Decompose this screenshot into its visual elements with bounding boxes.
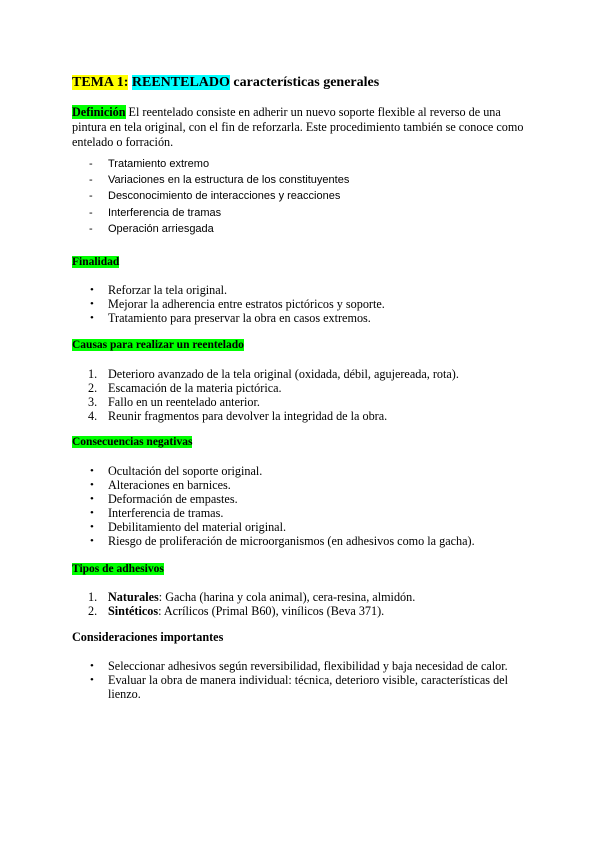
item-number: 1. bbox=[88, 590, 98, 604]
heading-text: Finalidad bbox=[72, 256, 120, 268]
list-item: - Variaciones en la estructura de los constituyentes bbox=[89, 173, 349, 189]
list-item: • Tratamiento para preservar la obra en casos extremos. bbox=[90, 311, 520, 325]
list-item bbox=[90, 381, 520, 395]
item-number: 3. bbox=[88, 395, 98, 409]
page-title bbox=[72, 74, 379, 92]
definition-text: El reentelado consiste en adherir un nuevo soporte flexible al reverso de una pintura en tela original, con el fin de reforzarla. Este procedimiento también se conoce como entelado o forración. bbox=[72, 105, 524, 149]
definition-paragraph bbox=[72, 105, 532, 150]
item-text: Deterioro avanzado de la tela original (oxidada, débil, agujereada, rota). bbox=[108, 367, 459, 381]
causas-list bbox=[90, 367, 520, 423]
definition-label: Definición bbox=[72, 105, 126, 119]
section-heading-consecuencias bbox=[72, 435, 192, 450]
item-label: Naturales bbox=[108, 590, 159, 604]
consideraciones-list bbox=[90, 659, 520, 701]
list-item: • Reforzar la tela original. bbox=[90, 283, 520, 297]
consecuencias-list bbox=[90, 464, 520, 548]
item-text: : Acrílicos (Primal B60), vinílicos (Beva 371). bbox=[158, 604, 385, 618]
list-item: - Operación arriesgada bbox=[89, 222, 349, 238]
list-item: • Riesgo de proliferación de microorganismos (en adhesivos como la gacha). bbox=[90, 534, 520, 548]
list-item: • Deformación de empastes. bbox=[90, 492, 520, 506]
item-number: 1. bbox=[88, 367, 98, 381]
list-item: • Seleccionar adhesivos según reversibilidad, flexibilidad y baja necesidad de calor. bbox=[90, 659, 520, 673]
finalidad-list bbox=[90, 283, 520, 325]
title-highlight: REENTELADO bbox=[131, 75, 230, 90]
section-heading-causas bbox=[72, 338, 244, 353]
list-item bbox=[90, 604, 520, 618]
item-number: 4. bbox=[88, 409, 98, 423]
list-item: - Desconocimiento de interacciones y reacciones bbox=[89, 189, 349, 205]
section-heading-finalidad bbox=[72, 255, 119, 270]
list-item: • Mejorar la adherencia entre estratos pictóricos y soporte. bbox=[90, 297, 520, 311]
list-item: • Evaluar la obra de manera individual: técnica, deterioro visible, características del lienzo. bbox=[90, 673, 520, 701]
title-prefix: TEMA 1: bbox=[72, 75, 129, 90]
list-item bbox=[90, 409, 520, 423]
heading-text: Tipos de adhesivos bbox=[72, 563, 164, 575]
dash-list bbox=[89, 157, 349, 238]
item-text: : Gacha (harina y cola animal), cera-resina, almidón. bbox=[158, 590, 416, 604]
list-item bbox=[90, 395, 520, 409]
list-item: - Interferencia de tramas bbox=[89, 206, 349, 222]
item-text: Escamación de la materia pictórica. bbox=[108, 381, 282, 395]
item-number: 2. bbox=[88, 604, 98, 618]
title-rest: características generales bbox=[229, 75, 380, 90]
list-item bbox=[90, 367, 520, 381]
heading-text: Causas para realizar un reentelado bbox=[72, 339, 244, 351]
list-item bbox=[90, 590, 520, 604]
list-item: • Ocultación del soporte original. bbox=[90, 464, 520, 478]
list-item: • Debilitamiento del material original. bbox=[90, 520, 520, 534]
list-item: - Tratamiento extremo bbox=[89, 157, 349, 173]
item-text: Reunir fragmentos para devolver la integridad de la obra. bbox=[108, 409, 388, 423]
item-label: Sintéticos bbox=[108, 604, 159, 618]
tipos-list bbox=[90, 590, 520, 618]
item-number: 2. bbox=[88, 381, 98, 395]
item-text: Fallo en un reentelado anterior. bbox=[108, 395, 260, 409]
heading-text: Consecuencias negativas bbox=[72, 436, 193, 448]
list-item: • Alteraciones en barnices. bbox=[90, 478, 520, 492]
list-item: • Interferencia de tramas. bbox=[90, 506, 520, 520]
section-heading-consideraciones: Consideraciones importantes bbox=[72, 630, 224, 644]
section-heading-tipos bbox=[72, 562, 164, 577]
